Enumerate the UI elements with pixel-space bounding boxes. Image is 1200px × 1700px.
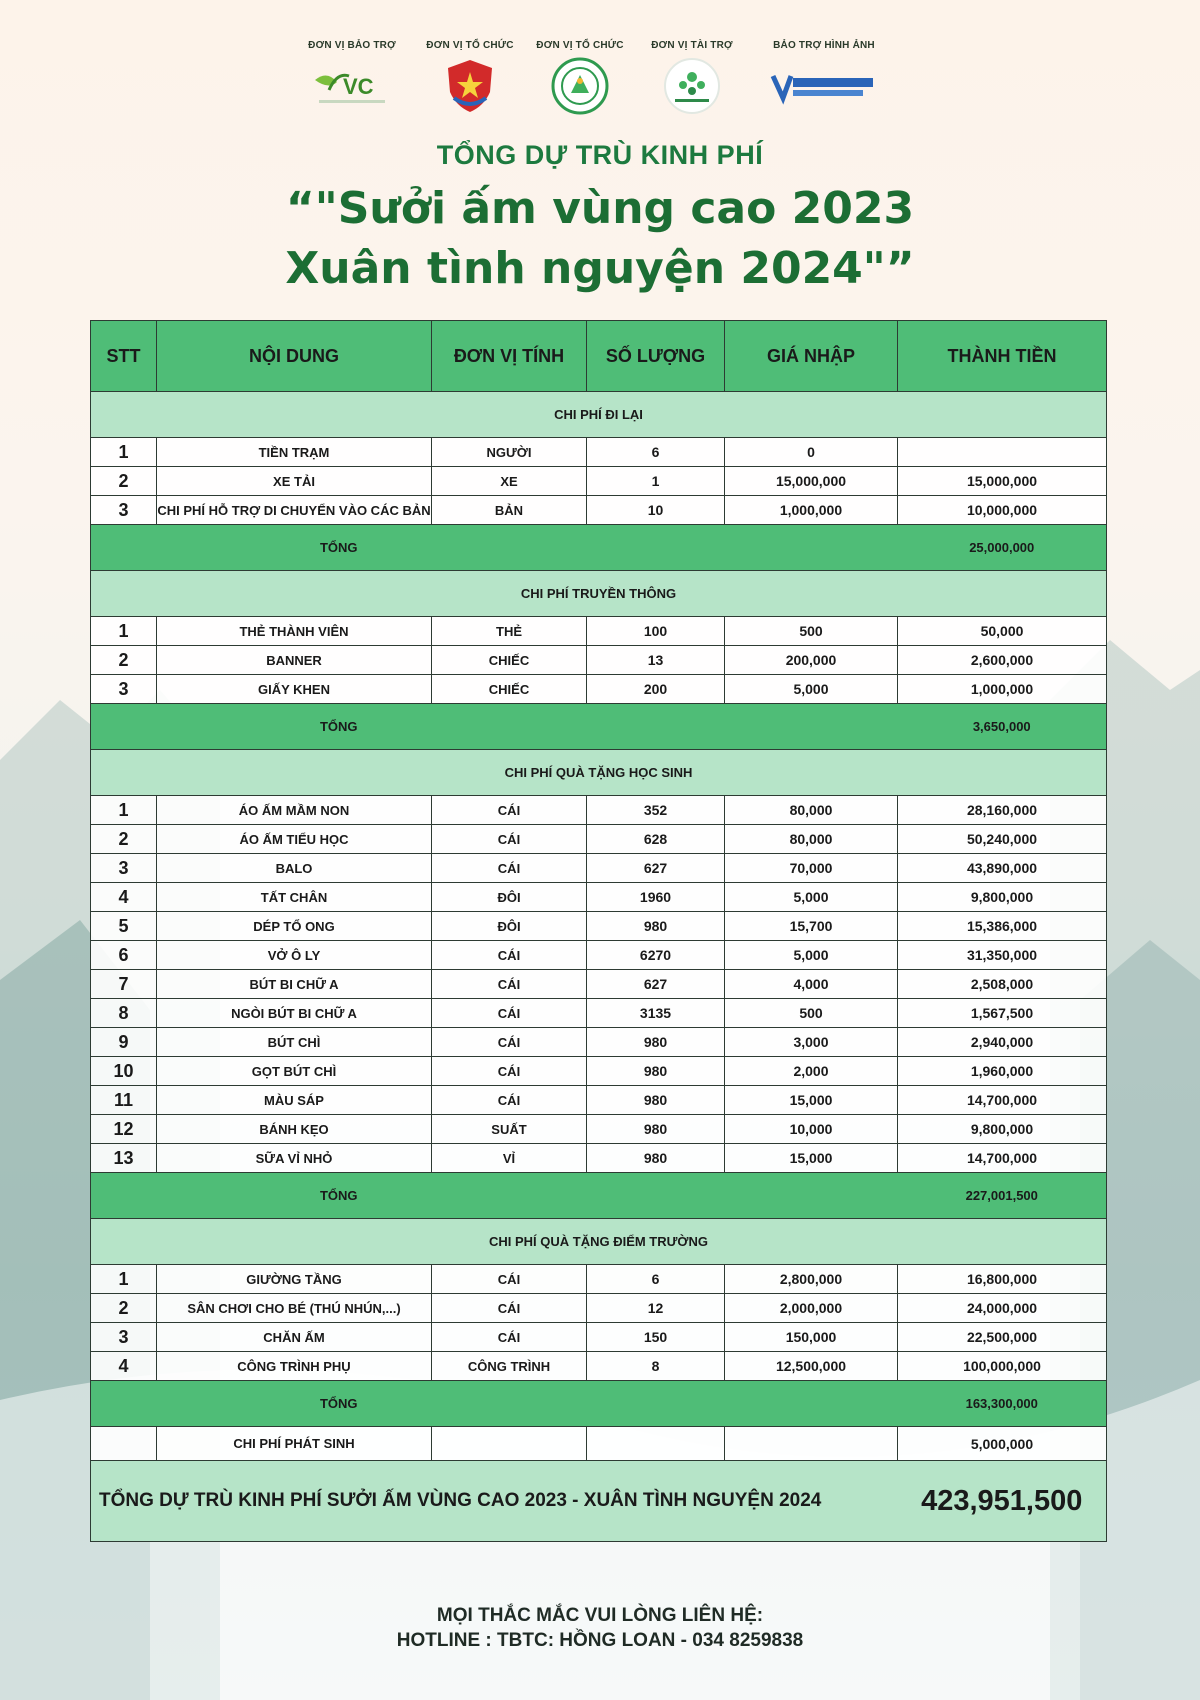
- cell-stt: 3: [91, 854, 157, 883]
- cell-unit-price: 5,000: [725, 675, 898, 704]
- table-row: [91, 1144, 1107, 1173]
- cell-unit: CÁI: [432, 1086, 587, 1115]
- table-row: [91, 1352, 1107, 1381]
- sponsor-4: [632, 40, 752, 115]
- cell-unit: [432, 1427, 587, 1461]
- sponsor-bar: [0, 40, 1200, 120]
- volunteer-vietnamese-logo: [764, 57, 884, 115]
- cell-unit-price: [725, 1427, 898, 1461]
- cell-unit: CHIẾC: [432, 646, 587, 675]
- table-row: [91, 496, 1107, 525]
- header-quantity: SỐ LƯỢNG: [587, 321, 725, 392]
- cell-unit: CÁI: [432, 1265, 587, 1294]
- cell-content: XE TẢI: [157, 467, 432, 496]
- cell-stt: 1: [91, 617, 157, 646]
- cell-stt: 2: [91, 646, 157, 675]
- cell-stt: 7: [91, 970, 157, 999]
- cell-amount: 43,890,000: [898, 854, 1107, 883]
- cell-stt: 11: [91, 1086, 157, 1115]
- cell-amount: 50,000: [898, 617, 1107, 646]
- cell-unit-price: 3,000: [725, 1028, 898, 1057]
- cell-quantity: 352: [587, 796, 725, 825]
- cell-quantity: 100: [587, 617, 725, 646]
- sponsor-label: ĐƠN VỊ TỔ CHỨC: [536, 40, 624, 51]
- header-stt: STT: [91, 321, 157, 392]
- cell-unit-price: 2,000: [725, 1057, 898, 1086]
- cell-quantity: 200: [587, 675, 725, 704]
- total-amount: 25,000,000: [898, 525, 1107, 571]
- cell-unit-price: 150,000: [725, 1323, 898, 1352]
- cell-unit: CÁI: [432, 1028, 587, 1057]
- total-spacer: [587, 1381, 898, 1427]
- header-unit-price: GIÁ NHẬP: [725, 321, 898, 392]
- cell-unit-price: 4,000: [725, 970, 898, 999]
- youth-union-logo: [410, 57, 530, 115]
- table-row: [91, 796, 1107, 825]
- cell-quantity: 150: [587, 1323, 725, 1352]
- sponsor-label: ĐƠN VỊ TỔ CHỨC: [426, 40, 514, 51]
- cell-stt: 1: [91, 796, 157, 825]
- cell-content: THẺ THÀNH VIÊN: [157, 617, 432, 646]
- cell-unit-price: 1,000,000: [725, 496, 898, 525]
- campaign-title-line-1: “"Sưởi ấm vùng cao 2023: [285, 183, 915, 234]
- cell-unit-price: 500: [725, 999, 898, 1028]
- cell-unit: CÁI: [432, 1057, 587, 1086]
- cell-content: ÁO ẤM TIỂU HỌC: [157, 825, 432, 854]
- grand-total-row: [91, 1461, 1107, 1542]
- table-row: [91, 1115, 1107, 1144]
- cell-quantity: 980: [587, 912, 725, 941]
- cell-unit-price: 70,000: [725, 854, 898, 883]
- cell-unit-price: 15,000,000: [725, 467, 898, 496]
- section-header-row: [91, 1219, 1107, 1265]
- cell-unit-price: 200,000: [725, 646, 898, 675]
- cell-stt: 5: [91, 912, 157, 941]
- total-label: TỔNG: [91, 525, 587, 571]
- cell-content: VỞ Ô LY: [157, 941, 432, 970]
- cell-quantity: 6: [587, 438, 725, 467]
- cell-quantity: 980: [587, 1057, 725, 1086]
- cell-unit: CÔNG TRÌNH: [432, 1352, 587, 1381]
- cell-unit-price: 5,000: [725, 941, 898, 970]
- cell-quantity: 628: [587, 825, 725, 854]
- cell-content: BANNER: [157, 646, 432, 675]
- table-row: [91, 999, 1107, 1028]
- section-header-row: [91, 392, 1107, 438]
- cell-unit-price: 0: [725, 438, 898, 467]
- cell-quantity: 627: [587, 970, 725, 999]
- hotline: HOTLINE : TBTC: HỒNG LOAN - 034 8259838: [396, 1630, 804, 1651]
- cell-unit-price: 15,700: [725, 912, 898, 941]
- cell-unit-price: 5,000: [725, 883, 898, 912]
- extra-cost-row: [91, 1427, 1107, 1461]
- cell-amount: 1,000,000: [898, 675, 1107, 704]
- cell-content: NGÒI BÚT BI CHỮ A: [157, 999, 432, 1028]
- budget-body: [91, 392, 1107, 1542]
- table-row: [91, 646, 1107, 675]
- cell-amount: [898, 438, 1107, 467]
- cell-content: CÔNG TRÌNH PHỤ: [157, 1352, 432, 1381]
- total-amount: 3,650,000: [898, 704, 1107, 750]
- cell-content: BALO: [157, 854, 432, 883]
- section-header-row: [91, 571, 1107, 617]
- table-row: [91, 1323, 1107, 1352]
- cell-content: GỌT BÚT CHÌ: [157, 1057, 432, 1086]
- cell-unit: THẺ: [432, 617, 587, 646]
- section-title: CHI PHÍ TRUYỀN THÔNG: [91, 571, 1107, 617]
- table-row: [91, 617, 1107, 646]
- cell-amount: 24,000,000: [898, 1294, 1107, 1323]
- cell-stt: 13: [91, 1144, 157, 1173]
- cell-amount: 14,700,000: [898, 1144, 1107, 1173]
- cell-quantity: [587, 1427, 725, 1461]
- svg-text:VC: VC: [343, 74, 374, 99]
- cell-unit: SUẤT: [432, 1115, 587, 1144]
- volunteer-club-seal-logo: [520, 57, 640, 115]
- budget-subtitle: TỔNG DỰ TRÙ KINH PHÍ: [436, 140, 764, 170]
- cell-content: TẤT CHÂN: [157, 883, 432, 912]
- cell-quantity: 627: [587, 854, 725, 883]
- cell-unit: CÁI: [432, 970, 587, 999]
- section-title: CHI PHÍ ĐI LẠI: [91, 392, 1107, 438]
- vvc-logo: [292, 57, 412, 115]
- cell-amount: 16,800,000: [898, 1265, 1107, 1294]
- cell-quantity: 1960: [587, 883, 725, 912]
- total-spacer: [587, 525, 898, 571]
- section-total-row: [91, 1381, 1107, 1427]
- sponsor-5: [764, 40, 884, 115]
- total-amount: 227,001,500: [898, 1173, 1107, 1219]
- cell-content: CHĂN ẤM: [157, 1323, 432, 1352]
- total-amount: 163,300,000: [898, 1381, 1107, 1427]
- cell-amount: 2,600,000: [898, 646, 1107, 675]
- cell-content: DÉP TỔ ONG: [157, 912, 432, 941]
- cell-unit-price: 80,000: [725, 825, 898, 854]
- cell-amount: 15,386,000: [898, 912, 1107, 941]
- cell-amount: 9,800,000: [898, 1115, 1107, 1144]
- cell-amount: 1,567,500: [898, 999, 1107, 1028]
- contact-prompt: MỌI THẮC MẮC VUI LÒNG LIÊN HỆ:: [436, 1605, 764, 1626]
- table-row: [91, 467, 1107, 496]
- cell-quantity: 980: [587, 1086, 725, 1115]
- cell-unit-price: 15,000: [725, 1086, 898, 1115]
- cell-stt: 12: [91, 1115, 157, 1144]
- sponsor-label: ĐƠN VỊ TÀI TRỢ: [651, 40, 733, 51]
- section-title: CHI PHÍ QUÀ TẶNG HỌC SINH: [91, 750, 1107, 796]
- cell-amount: 9,800,000: [898, 883, 1107, 912]
- table-row: [91, 883, 1107, 912]
- cell-unit: BẢN: [432, 496, 587, 525]
- section-total-row: [91, 525, 1107, 571]
- total-label: TỔNG: [91, 704, 587, 750]
- cell-amount: 50,240,000: [898, 825, 1107, 854]
- cell-quantity: 8: [587, 1352, 725, 1381]
- cell-amount: 28,160,000: [898, 796, 1107, 825]
- cell-amount: 31,350,000: [898, 941, 1107, 970]
- cell-quantity: 12: [587, 1294, 725, 1323]
- table-row: [91, 825, 1107, 854]
- cell-quantity: 6: [587, 1265, 725, 1294]
- cell-unit: CÁI: [432, 854, 587, 883]
- cell-quantity: 10: [587, 496, 725, 525]
- cell-stt: 8: [91, 999, 157, 1028]
- cell-unit-price: 12,500,000: [725, 1352, 898, 1381]
- cell-unit: CÁI: [432, 1323, 587, 1352]
- cell-unit: CÁI: [432, 1294, 587, 1323]
- table-row: [91, 970, 1107, 999]
- cell-unit-price: 500: [725, 617, 898, 646]
- grand-total-amount: 423,951,500: [898, 1461, 1107, 1542]
- header-content: NỘI DUNG: [157, 321, 432, 392]
- extra-cost-amount: 5,000,000: [898, 1427, 1107, 1461]
- cell-unit: ĐÔI: [432, 883, 587, 912]
- cell-content: TIỀN TRẠM: [157, 438, 432, 467]
- sponsor-1: [292, 40, 412, 115]
- table-row: [91, 1057, 1107, 1086]
- cell-unit-price: 10,000: [725, 1115, 898, 1144]
- cell-unit: CÁI: [432, 796, 587, 825]
- section-total-row: [91, 1173, 1107, 1219]
- cell-amount: 2,508,000: [898, 970, 1107, 999]
- sponsor-2: [410, 40, 530, 115]
- section-header-row: [91, 750, 1107, 796]
- cell-stt: 2: [91, 1294, 157, 1323]
- cell-amount: 2,940,000: [898, 1028, 1107, 1057]
- cell-stt: 4: [91, 1352, 157, 1381]
- sponsor-label: BẢO TRỢ HÌNH ẢNH: [773, 40, 875, 51]
- sponsor-3: [520, 40, 640, 115]
- cell-unit: CÁI: [432, 825, 587, 854]
- cell-amount: 14,700,000: [898, 1086, 1107, 1115]
- cell-content: GIƯỜNG TẦNG: [157, 1265, 432, 1294]
- cell-stt: 4: [91, 883, 157, 912]
- cell-unit: ĐÔI: [432, 912, 587, 941]
- cell-quantity: 6270: [587, 941, 725, 970]
- table-row: [91, 675, 1107, 704]
- cell-unit: CHIẾC: [432, 675, 587, 704]
- total-label: TỔNG: [91, 1173, 587, 1219]
- cell-stt: 2: [91, 467, 157, 496]
- total-spacer: [587, 1173, 898, 1219]
- total-label: TỔNG: [91, 1381, 587, 1427]
- section-title: CHI PHÍ QUÀ TẶNG ĐIỂM TRƯỜNG: [91, 1219, 1107, 1265]
- cell-stt: 3: [91, 496, 157, 525]
- cell-amount: 15,000,000: [898, 467, 1107, 496]
- cell-unit-price: 80,000: [725, 796, 898, 825]
- cell-unit: VỈ: [432, 1144, 587, 1173]
- header-amount: THÀNH TIỀN: [898, 321, 1107, 392]
- cell-stt: 1: [91, 1265, 157, 1294]
- cell-content: GIẤY KHEN: [157, 675, 432, 704]
- cell-content: BÁNH KẸO: [157, 1115, 432, 1144]
- cell-stt: 9: [91, 1028, 157, 1057]
- cell-stt: 3: [91, 675, 157, 704]
- table-row: [91, 1294, 1107, 1323]
- cell-quantity: 13: [587, 646, 725, 675]
- cell-unit: XE: [432, 467, 587, 496]
- cell-amount: 1,960,000: [898, 1057, 1107, 1086]
- presage-charity-logo: [632, 57, 752, 115]
- cell-stt: [91, 1427, 157, 1461]
- budget-table: [90, 320, 1107, 1542]
- table-header-row: [91, 321, 1107, 392]
- cell-unit: NGƯỜI: [432, 438, 587, 467]
- header-unit: ĐƠN VỊ TÍNH: [432, 321, 587, 392]
- cell-stt: 2: [91, 825, 157, 854]
- cell-content: MÀU SÁP: [157, 1086, 432, 1115]
- grand-total-label: TỔNG DỰ TRÙ KINH PHÍ SƯỞI ẤM VÙNG CAO 2023 - XUÂN TÌNH NGUYỆN 2024: [91, 1461, 898, 1542]
- cell-quantity: 980: [587, 1144, 725, 1173]
- cell-stt: 6: [91, 941, 157, 970]
- cell-amount: 22,500,000: [898, 1323, 1107, 1352]
- total-spacer: [587, 704, 898, 750]
- cell-quantity: 980: [587, 1028, 725, 1057]
- cell-amount: 10,000,000: [898, 496, 1107, 525]
- sponsor-label: ĐƠN VỊ BẢO TRỢ: [308, 40, 396, 51]
- cell-content: ÁO ẤM MẦM NON: [157, 796, 432, 825]
- cell-quantity: 980: [587, 1115, 725, 1144]
- cell-stt: 1: [91, 438, 157, 467]
- cell-unit-price: 15,000: [725, 1144, 898, 1173]
- table-row: [91, 854, 1107, 883]
- cell-stt: 3: [91, 1323, 157, 1352]
- table-row: [91, 1086, 1107, 1115]
- cell-unit-price: 2,000,000: [725, 1294, 898, 1323]
- table-row: [91, 1028, 1107, 1057]
- table-row: [91, 912, 1107, 941]
- cell-unit-price: 2,800,000: [725, 1265, 898, 1294]
- section-total-row: [91, 704, 1107, 750]
- table-row: [91, 1265, 1107, 1294]
- cell-quantity: 1: [587, 467, 725, 496]
- extra-cost-label: CHI PHÍ PHÁT SINH: [157, 1427, 432, 1461]
- cell-unit: CÁI: [432, 999, 587, 1028]
- cell-content: SÂN CHƠI CHO BÉ (THÚ NHÚN,...): [157, 1294, 432, 1323]
- cell-content: SỮA VỈ NHỎ: [157, 1144, 432, 1173]
- campaign-title-line-2: Xuân tình nguyện 2024"”: [285, 243, 915, 294]
- table-row: [91, 438, 1107, 467]
- cell-amount: 100,000,000: [898, 1352, 1107, 1381]
- cell-content: BÚT CHÌ: [157, 1028, 432, 1057]
- table-row: [91, 941, 1107, 970]
- cell-content: CHI PHÍ HỖ TRỢ DI CHUYỂN VÀO CÁC BẢN: [157, 496, 432, 525]
- cell-quantity: 3135: [587, 999, 725, 1028]
- cell-stt: 10: [91, 1057, 157, 1086]
- cell-unit: CÁI: [432, 941, 587, 970]
- cell-content: BÚT BI CHỮ A: [157, 970, 432, 999]
